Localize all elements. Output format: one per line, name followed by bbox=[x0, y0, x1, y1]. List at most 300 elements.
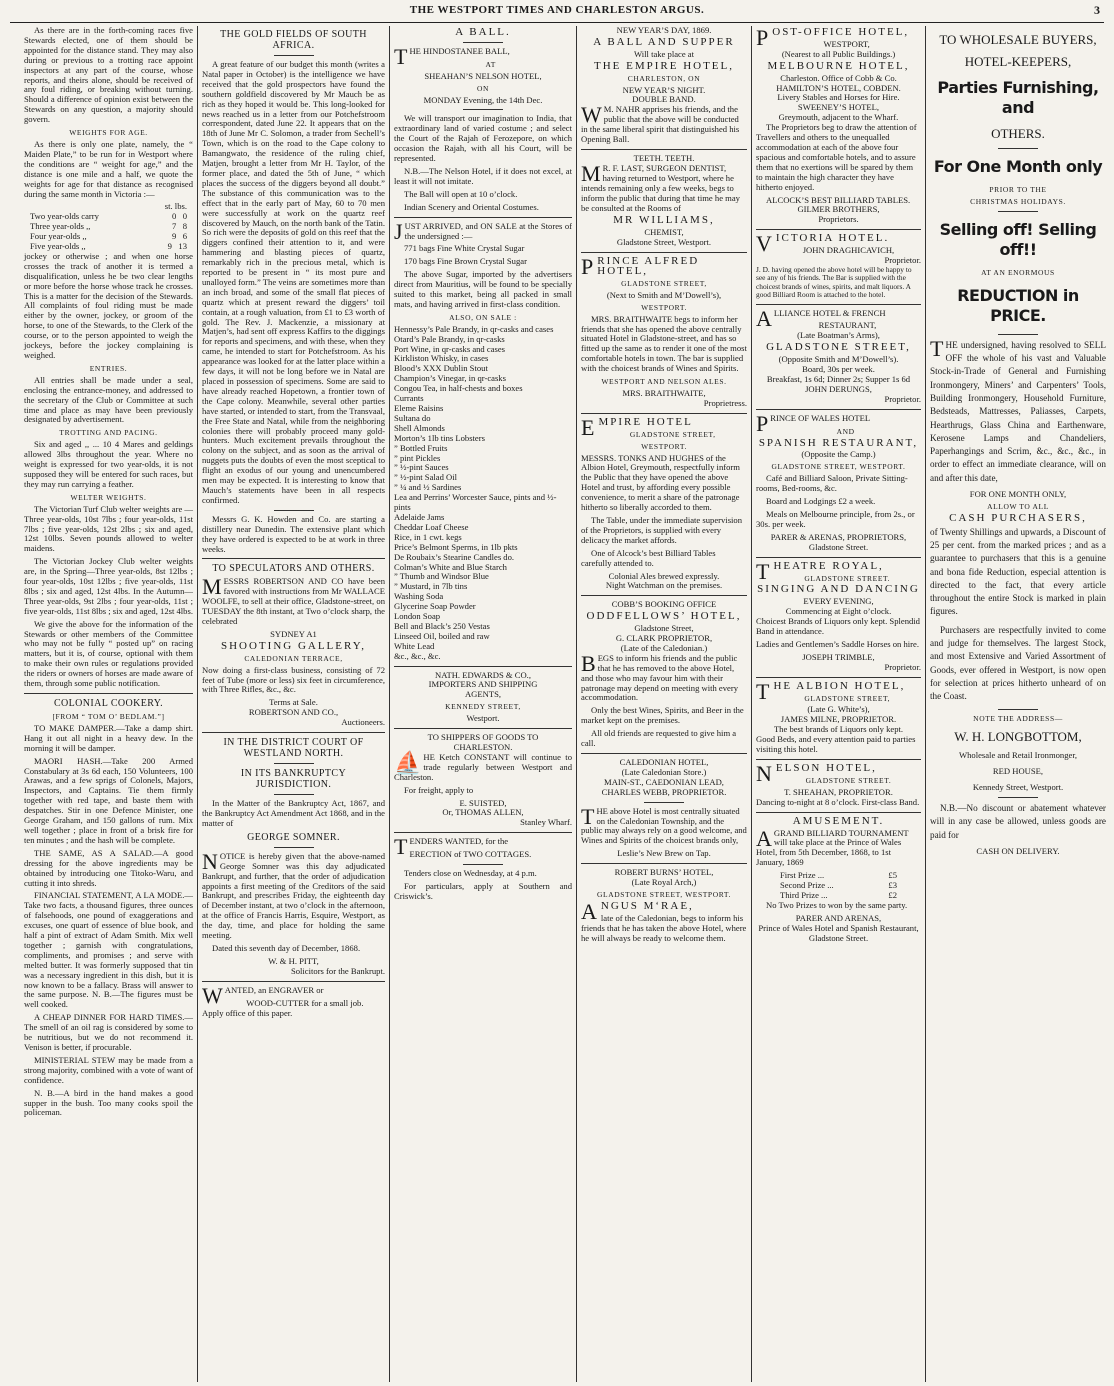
table-head-label: st. lbs. bbox=[164, 201, 187, 212]
welter-heading: WELTER WEIGHTS. bbox=[70, 492, 147, 502]
undersigned-text: HE undersigned, having resolved to SELL OFF the whole of his vast and Valuable Stock-in-Trade of General and Furnishing Ironmongery, Miners’ and Carpenters’ Tools, Building Ironmongery, Household Furniture, Bedsteads, Mattresses, Paliasses, Carpets, Hearthrugs, Glass China and Earthenware, Kerosene Lamps and Chandeliers, Paperhangings and Scrim, &c., &c., &c., in order to effect an immediate clearance, will on and after this date, bbox=[930, 339, 1106, 483]
westport-label: Westport. bbox=[466, 713, 500, 724]
melbourne-heading: MELBOURNE HOTEL, bbox=[767, 59, 910, 72]
singing-label: SINGING AND DANCING bbox=[757, 583, 920, 596]
ball-supper-heading: A BALL AND SUPPER bbox=[593, 35, 735, 48]
edwards-label: NATH. EDWARDS & CO., bbox=[435, 669, 531, 680]
prize-label: Second Prize ... bbox=[780, 880, 834, 891]
dropcap: M bbox=[202, 574, 222, 600]
dropcap: T bbox=[930, 335, 944, 361]
dropcap: N bbox=[202, 848, 218, 874]
list-item: Hennessy’s Pale Brandy, in qr-casks and cases bbox=[394, 323, 554, 334]
on-label: ON bbox=[476, 83, 490, 93]
cookery-source: [FROM “ TOM O’ BEDLAM.”] bbox=[52, 712, 165, 721]
mrs-label: MRS. BRAITHWAITE, bbox=[622, 388, 706, 398]
dropcap: P bbox=[756, 26, 771, 50]
shooting-label: SHOOTING GALLERY, bbox=[220, 639, 367, 652]
christmas-label: CHRISTMAS HOLIDAYS. bbox=[970, 196, 1066, 206]
column-2 bbox=[198, 26, 390, 1382]
billiard-paragraph bbox=[756, 825, 921, 869]
list-item: ” Bottled Fruits bbox=[394, 442, 448, 453]
caledonian-terrace: CALEDONIAN TERRACE, bbox=[244, 653, 343, 663]
westport-label: WESTPORT, bbox=[823, 38, 870, 49]
divider bbox=[581, 753, 747, 754]
divider bbox=[581, 252, 747, 253]
charleston-cobb-label: Charleston. Office of Cobb & Co. bbox=[780, 72, 897, 83]
list-item: London Soap bbox=[394, 611, 441, 622]
next-label: (Next to Smith and M’Dowell’s), bbox=[606, 289, 722, 300]
page-number: 3 bbox=[1094, 3, 1100, 17]
column-5 bbox=[752, 26, 926, 1382]
columns bbox=[20, 26, 1110, 1382]
terms-label: Terms at Sale. bbox=[269, 697, 318, 708]
webb-label: CHARLES WEBB, PROPRIETOR. bbox=[601, 786, 727, 797]
dropcap: E bbox=[581, 414, 597, 440]
wanted-text: ANTED, an ENGRAVER or bbox=[224, 984, 324, 995]
divider bbox=[998, 334, 1038, 335]
ball-heading: A BALL. bbox=[455, 26, 511, 38]
dropcap: A bbox=[581, 898, 599, 924]
opposite-label: (Opposite Smith and M’Dowell’s). bbox=[778, 354, 899, 365]
weights-value: 9 6 bbox=[171, 231, 187, 242]
erection-paragraph: ERECTION of TWO COTTAGES. bbox=[409, 849, 532, 860]
dropcap: B bbox=[581, 650, 596, 676]
agents-label: AGENTS, bbox=[464, 689, 502, 700]
list-item: Shell Almonds bbox=[394, 422, 445, 433]
restaurant-label: RESTAURANT, bbox=[818, 320, 877, 331]
divider bbox=[394, 832, 572, 833]
list-item: Colman’s White and Blue Starch bbox=[394, 561, 507, 572]
prize-value: £5 bbox=[888, 870, 897, 881]
list-item: ” ½-pint Sauces bbox=[394, 462, 449, 473]
notice-paragraph bbox=[202, 848, 385, 941]
dropcap: T bbox=[756, 678, 772, 704]
dancing-paragraph: Dancing to-night at 8 o’clock. First-class Band. bbox=[756, 796, 920, 807]
alcock-paragraph: One of Alcock’s best Billiard Tables carefully attended to. bbox=[581, 547, 716, 568]
list-item: Sultana do bbox=[394, 412, 431, 423]
notice-text: OTICE is hereby given that the above-named George Somner was this day adjudicated Bankrupt, and further, that the order of adjudication appoints a first meeting of the Creditors of the said Bankrupt, and prescribes Friday, the eighteenth day of December instant, at two o’clock in the afternoon, at the office of Francis Harris, Esquire, Westport, as the day, time, and place for holding the same meeting. bbox=[202, 850, 385, 941]
importers-label: IMPORTERS AND SHIPPING bbox=[428, 679, 538, 690]
list-item: ” pint Pickles bbox=[394, 452, 441, 463]
evening-label: EVERY EVENING, bbox=[803, 596, 874, 607]
dragh-label: JOHN DRAGHICAVICH, bbox=[802, 245, 895, 256]
list-item: Cheddar Loaf Cheese bbox=[394, 521, 469, 532]
arrived-paragraph bbox=[394, 218, 572, 244]
column-6 bbox=[926, 26, 1110, 1382]
parer-label: PARER & ARENAS, PROPRIETORS, bbox=[770, 531, 907, 542]
divider bbox=[998, 211, 1038, 212]
only-paragraph: Only the best Wines, Spirits, and Beer in the market kept on the premises. bbox=[581, 705, 744, 726]
matter-paragraph: In the Matter of the Bankruptcy Act, 1867, and the Bankruptcy Act Amendment Act 1868, and in the matter of bbox=[202, 798, 385, 828]
and-label: AND bbox=[836, 426, 855, 436]
westport-label: WESTPORT. bbox=[641, 441, 687, 451]
greymouth-label: Greymouth, adjacent to the Wharf. bbox=[778, 112, 899, 123]
sheahan-label: T. SHEAHAN, PROPRIETOR. bbox=[784, 786, 893, 797]
divider bbox=[202, 732, 385, 733]
late-store-label: (Late Caledonian Store.) bbox=[621, 766, 707, 777]
gilmer-label: GILMER BROTHERS, bbox=[797, 204, 880, 215]
trimble-label: JOSEPH TRIMBLE, bbox=[802, 651, 875, 662]
divider bbox=[581, 595, 747, 596]
stew-paragraph: MINISTERIAL STEW may be made from a strong majority, combined with a vote of want of confidence. bbox=[24, 1054, 193, 1085]
gsw-label: GLADSTONE STREET, WESTPORT. bbox=[597, 889, 731, 899]
dropcap: T bbox=[581, 803, 595, 829]
bird-paragraph: N. B.—A bird in the hand makes a good supper in the bush. Too many cooks spoil the policeman. bbox=[24, 1087, 193, 1118]
list-item: Congou Tea, in half-chests and boxes bbox=[394, 383, 523, 394]
also-heading: ALSO, ON SALE : bbox=[449, 312, 517, 322]
court-heading: IN THE DISTRICT COURT OF WESTLAND NORTH. bbox=[223, 737, 364, 760]
gladstone-st4-label: GLADSTONE STREET. bbox=[805, 775, 892, 785]
cheap-paragraph: A CHEAP DINNER FOR HARD TIMES.—The smell of an oil rag is considered by some to be nutritious, but we do not recommend it. Venison is better, if procurable. bbox=[24, 1012, 193, 1052]
divider bbox=[463, 864, 503, 865]
list-item: ” ½-pint Salad Oil bbox=[394, 472, 458, 483]
list-item: Washing Soda bbox=[394, 591, 444, 602]
gallery-paragraph: Now doing a first-class business, consisting of 72 feet of Tube (more or less) six feet in circumference, with Three Rifles, &c., &c. bbox=[202, 664, 385, 695]
suisted-label: E. SUISTED, bbox=[459, 797, 507, 808]
gladstone-st-label: Gladstone Street. bbox=[808, 541, 869, 552]
dropcap: P bbox=[581, 254, 596, 280]
nahr-paragraph bbox=[581, 102, 747, 145]
the-above-text: HE above Hotel is most centrally situated on the Caledonian Township, and the public may always rely on a good welcome, and Wines and Spirits of the choicest brands only, bbox=[581, 805, 747, 846]
reduction-heading: REDUCTION in PRICE. bbox=[957, 285, 1079, 325]
woodcutter-label: WOOD-CUTTER for a small job. bbox=[246, 997, 364, 1008]
intro-paragraph: As there are in the forth-coming races five Stewards elected, one of them should be appointed for the distance stand. They may also during or previous to a trotting race appoint inspectors at any part of the course, whose reports, and theirs alone, should be received of any foul riding, or breaking without turning. Should a difference of opinion exist between the Stewards on any question, a majority should govern. bbox=[24, 26, 193, 125]
theatre-text: HEATRE ROYAL, bbox=[773, 559, 884, 572]
list-item: Kirkliston Whisky, in cases bbox=[394, 353, 489, 364]
board-label: Board, 30s per week. bbox=[802, 364, 875, 375]
divider bbox=[274, 55, 314, 56]
damper-paragraph: TO MAKE DAMPER.—Take a damp shirt. Hang it out all night in a heavy dew. In the morning it will be damper. bbox=[24, 722, 193, 753]
begs-text: EGS to inform his friends and the public that he has removed to the above Hotel, and those who may favour him with their patronage may depend on meeting with every accommodation. bbox=[581, 652, 739, 703]
charleston-on-label: CHARLESTON, ON bbox=[627, 73, 701, 83]
dragh-paragraph: J. D. having opened the above hotel will be happy to see any of his friends. The Bar is supplied with the choicest brands of wines, spirits, and malt liquors. A good Billiard Room is attached to the hotel. bbox=[756, 264, 912, 300]
tenders-text: ENDERS WANTED, for the bbox=[409, 836, 509, 847]
list-item: Eleme Raisins bbox=[394, 403, 444, 413]
sweeney-heading: SWEENEY’S HOTEL, bbox=[797, 102, 880, 113]
divider bbox=[998, 797, 1038, 798]
amusement-heading: AMUSEMENT. bbox=[792, 814, 885, 827]
spanish-label: SPANISH RESTAURANT, bbox=[758, 436, 919, 449]
divider bbox=[274, 510, 314, 511]
gladstone-street-label: GLADSTONE STREET, bbox=[766, 341, 911, 354]
prince-alfred-text: RINCE ALFRED HOTEL, bbox=[597, 255, 700, 278]
dropcap: W bbox=[581, 102, 602, 128]
teeth-heading: TEETH. TEETH. bbox=[633, 152, 695, 163]
dropcap: T bbox=[756, 558, 772, 584]
gladstone-st-label: Gladstone Street, bbox=[634, 623, 694, 634]
dropcap: J bbox=[394, 218, 403, 244]
close-paragraph: Tenders close on Wednesday, at 4 p.m. bbox=[404, 868, 537, 879]
jockey-paragraph: jockey or otherwise ; and when one horse crosses the track of another it is termed a disqualification, unless he be two clear lengths or more before the horse whose track he crosses. This is a matter for the decision of the Stewards. All complaints of foul riding must be made either by the owner, jockey, or groom of the horse, to one of the Stewards, to the Clerk of the course, or to the person appointed to weigh the jockeys, before the jockey complaining is weighed. bbox=[24, 250, 193, 360]
hamilton-heading: HAMILTON’S HOTEL, COBDEN. bbox=[776, 82, 901, 93]
list-item: Bell and Black’s 250 Vestas bbox=[394, 620, 490, 631]
weights-value: 0 0 bbox=[171, 211, 187, 222]
divider bbox=[756, 229, 921, 230]
column-1 bbox=[20, 26, 198, 1382]
prize-label: Third Prize ... bbox=[780, 889, 828, 900]
nearest-label: (Nearest to all Public Buildings.) bbox=[781, 48, 896, 59]
westport-label: WESTPORT. bbox=[641, 302, 687, 312]
angus-text: NGUS M‘RAE, bbox=[600, 899, 694, 912]
others-heading: OTHERS. bbox=[991, 126, 1045, 141]
nelson-text: ELSON HOTEL, bbox=[775, 762, 877, 774]
milne-label: JAMES MILNE, PROPRIETOR. bbox=[780, 714, 897, 725]
prize-table bbox=[756, 871, 921, 901]
weights-label: Five year-olds ,, bbox=[30, 241, 86, 252]
at-label: AT bbox=[485, 59, 496, 69]
keepers-heading: HOTEL-KEEPERS, bbox=[964, 54, 1072, 69]
white-label: (Late G. White’s), bbox=[807, 704, 870, 715]
pitt-label: W. & H. PITT, bbox=[268, 955, 319, 966]
post-office-text: OST-OFFICE HOTEL, bbox=[772, 26, 910, 38]
cookery-heading: COLONIAL COOKERY. bbox=[53, 698, 164, 709]
weights-paragraph: As there is only one plate, namely, the “ Maiden Plate,” to be run for in Westport where the conditions are “ weight for age,” and the distance is one mile and a half, we quote the weights for age for that distance as recognised during the same month in Victoria :— bbox=[24, 138, 193, 199]
list-item: Morton’s 1lb tins Lobsters bbox=[394, 432, 485, 443]
masthead-title: THE WESTPORT TIMES AND CHARLESTON ARGUS. bbox=[409, 4, 705, 16]
list-item: Price’s Belmont Sperms, in 1lb pkts bbox=[394, 541, 518, 552]
divider bbox=[394, 666, 572, 667]
list-item: Lea and Perrins’ Worcester Sauce, pints and ½-pints bbox=[394, 492, 557, 513]
weights-label: Four year-olds ,, bbox=[30, 231, 87, 242]
divider bbox=[756, 759, 921, 760]
sheahan-label: SHEAHAN’S NELSON HOTEL, bbox=[424, 70, 542, 81]
prince-alfred-heading bbox=[581, 254, 747, 280]
divider bbox=[394, 728, 572, 729]
leslie-label: Leslie’s New Brew on Tap. bbox=[617, 848, 711, 859]
longbottom-heading: W. H. LONGBOTTOM, bbox=[954, 729, 1082, 745]
sale-list bbox=[394, 325, 572, 662]
divider bbox=[274, 763, 314, 764]
column-3 bbox=[390, 26, 577, 1382]
maori-paragraph: MAORI HASH.—Take 200 Armed Constabulary at 3s 6d each, 150 Volunteers, 100 Arawas, and a few sprigs of Colonels, Majors, Inspectors, and Captains. Tie them firmly together with red tape, and baste them with despatches. Stir in one Defence Minister, one George Graham, and 150 gallons of rum. Mix well together ; place in front of a brisk fire for ten minutes ; and the hash will be complete. bbox=[24, 755, 193, 845]
sugar-paragraph: The above Sugar, imported by the advertisers direct from Mauritius, will be found to be specially suited to this market, being all packed in small mats, and having arrived in first-class condition. bbox=[394, 269, 572, 309]
the-above-paragraph bbox=[581, 803, 747, 847]
divider bbox=[463, 109, 503, 110]
begs-paragraph bbox=[581, 650, 747, 704]
financial-paragraph: FINANCIAL STATEMENT, A LA MODE.—Take two facts, a thousand figures, three ounces of falsehoods, one pound of exaggerations and excuses, one quart of essence of blue book, and half a pint of extract of Adam Smith. Mix well together ; garnish with congratulations, compliments, and promises ; and serve with melted butter. It was formerly supposed that tin was a necessary ingredient in this dish, but it is now known to be a fallacy. Brass will answer to the same purpose. N. B.—The figures must be well cooked. bbox=[24, 890, 193, 1010]
list-item: Port Wine, in qr-casks and cases bbox=[394, 343, 506, 354]
no-two-paragraph: No Two Prizes to won by the same party. bbox=[766, 899, 908, 910]
list-item: Glycerine Soap Powder bbox=[394, 601, 476, 612]
last-text: R. F. LAST, SURGEON DENTIST, having returned to Westport, where he intends remaining only a few weeks, begs to inform the public that during that time he may be consulted at the Rooms of bbox=[581, 162, 740, 213]
weights-table bbox=[24, 212, 193, 252]
meals-paragraph: Meals on Melbourne principle, from 2s., or 30s. per week. bbox=[756, 508, 915, 529]
gladstone-street-label: GLADSTONE STREET, bbox=[621, 278, 707, 288]
divider bbox=[274, 794, 314, 795]
gladstone-st5-label: Gladstone Street. bbox=[808, 932, 869, 943]
proprietor3-label: Proprietor. bbox=[884, 661, 921, 672]
divider bbox=[202, 981, 385, 982]
divider bbox=[202, 558, 385, 559]
nb-paragraph: N.B.—The Nelson Hotel, if it does not excel, at least it will not imitate. bbox=[394, 165, 572, 186]
best-label: The best brands of Liquors only kept. bbox=[773, 724, 904, 735]
invited-paragraph: Purchasers are respectfully invited to come and judge for themselves. The largest Stock, and most Extensive and Varied Assortment of Goods, ever offered in Westport, is now open for selection at prices hitherto unheard of on the Coast. bbox=[930, 624, 1106, 702]
ales-label: WESTPORT AND NELSON ALES. bbox=[601, 377, 727, 387]
last-paragraph bbox=[581, 160, 747, 214]
empire-label: THE EMPIRE HOTEL, bbox=[593, 59, 734, 72]
freight-paragraph: For freight, apply to bbox=[404, 784, 474, 795]
trotting-heading: TROTTING AND PACING. bbox=[59, 428, 158, 438]
particulars-paragraph: For particulars, apply at Southern and Criswick’s. bbox=[394, 880, 572, 901]
albion-text: HE ALBION HOTEL, bbox=[773, 679, 906, 692]
speculators-paragraph bbox=[202, 574, 385, 627]
billiard-text: GRAND BILLIARD TOURNAMENT will take place at the Prince of Wales Hotel, from 5th December, 1868, to 1st January, 1869 bbox=[756, 827, 909, 868]
wholesale-heading: TO WHOLESALE BUYERS, bbox=[939, 32, 1097, 47]
prize-value: £2 bbox=[888, 889, 897, 900]
beds-paragraph: Good Beds, and every attention paid to parties visiting this hotel. bbox=[756, 734, 916, 755]
empire-hotel-text: MPIRE HOTEL bbox=[598, 415, 693, 428]
weights-value: 7 8 bbox=[171, 221, 187, 232]
choicest-paragraph: Choicest Brands of Liquors only kept. Splendid Band in attendance. bbox=[756, 616, 920, 637]
dropcap: N bbox=[756, 761, 774, 786]
dropcap: M bbox=[581, 160, 601, 186]
double-band-label: DOUBLE BAND. bbox=[632, 94, 696, 105]
one-month-label: FOR ONE MONTH ONLY, bbox=[969, 488, 1067, 499]
list-item: ” Thumb and Windsor Blue bbox=[394, 571, 489, 582]
newyear-heading: NEW YEAR’S DAY, 1869. bbox=[616, 26, 712, 35]
ketch-text: HE Ketch CONSTANT will continue to trade regularly between Westport and Charleston. bbox=[394, 751, 572, 782]
divider bbox=[756, 677, 921, 678]
cobb-heading: COBB’S BOOKING OFFICE bbox=[611, 599, 717, 610]
alcock-label: ALCOCK’S BEST BILLIARD TABLES. bbox=[766, 194, 911, 205]
proprietor-label: Proprietor. bbox=[884, 255, 921, 266]
list-item: Otard’s Pale Brandy, in qr-casks bbox=[394, 333, 505, 344]
trotting-paragraph: Six and aged ,, ... 10 4 Mares and geldings allowed 3lbs throughout the year. Where no weight is expressed for two year-olds, it is not supposed they will be entered for such races, but they may run carrying a feather. bbox=[24, 439, 193, 489]
ladies-paragraph: Ladies and Gentlemen’s Saddle Horses on hire. bbox=[756, 638, 919, 649]
solicitors-label: Solicitors for the Bankrupt. bbox=[290, 965, 385, 976]
prior-label: PRIOR TO THE bbox=[989, 185, 1047, 194]
williams-label: MR WILLIAMS, bbox=[613, 214, 715, 227]
shippers-heading: TO SHIPPERS OF GOODS TO bbox=[427, 732, 539, 743]
boatman-label: (Late Boatman’s Arms), bbox=[797, 330, 880, 341]
robertson-label: ROBERTSON AND CO., bbox=[248, 707, 339, 718]
sydney-label: SYDNEY A1 bbox=[270, 628, 317, 639]
angus-heading bbox=[581, 898, 747, 924]
month-heading: For One Month only bbox=[933, 157, 1103, 176]
divider bbox=[756, 812, 921, 813]
chemist-label: CHEMIST, bbox=[644, 227, 684, 238]
alliance-text: LLIANCE HOTEL & FRENCH bbox=[773, 307, 886, 318]
ales2-label: Colonial Ales brewed expressly. bbox=[608, 570, 720, 581]
divider bbox=[581, 863, 747, 864]
transport-paragraph: We will transport our imagination to India, that extraordinary land of varied costume ; and select the Court of the Rajah of Ferozepore, on which occasion the Rajah, with all his Court, will be represented. bbox=[394, 113, 572, 164]
proprietors-label: Proprietors. bbox=[818, 214, 859, 225]
table-paragraph: The Table, under the immediate supervision of the Proprietors, is supplied with every delicacy the market affords. bbox=[581, 514, 743, 545]
divider bbox=[581, 413, 747, 414]
gladstone-street-label: GLADSTONE STREET, bbox=[629, 429, 716, 439]
scenery-paragraph: Indian Scenery and Oriental Costumes. bbox=[404, 201, 539, 212]
will-take-label: Will take place at bbox=[633, 48, 695, 59]
ship-icon: ⛵ bbox=[394, 749, 422, 775]
salad-paragraph: THE SAME, AS A SALAD.—A good dressing for the above ingredients may be obtained by introducing one Titoko-Waru, and cutting it into shreds. bbox=[24, 847, 193, 888]
twenty-paragraph: of Twenty Shillings and upwards, a Discount of 25 per cent. from the marked prices ; and as a guarantee to purchasers that this is a genuine and bona fide Reduction, especial attention is directed to the fact, that every article throughout the entire Stock is marked in plain figures. bbox=[930, 526, 1106, 617]
nyn-label: NEW YEAR’S NIGHT. bbox=[622, 84, 706, 95]
undersigned-paragraph bbox=[930, 335, 1106, 485]
proprietors-paragraph: The Proprietors beg to draw the attention of Travellers and others to the unequalled accommodation at each of the above four spacious and comfortable hotels, and to assure them that no exertions will be spared by them to maintain the high character they have hitherto enjoyed. bbox=[756, 122, 917, 192]
late-cal-label: (Late of the Caledonian.) bbox=[620, 642, 708, 653]
watchman-label: Night Watchman on the premises. bbox=[605, 580, 723, 591]
jockey-club-paragraph: The Victorian Jockey Club welter weights are, in the Spring—Three year-olds, 8st 12lbs ; four year-olds, 10st 12lbs ; five year-olds, 11st 8lbs ; six and aged, 12st 4lbs. In the Autumn—Three year-olds, 9st 2lbs ; four year-olds, 11st ; five year-olds, 11st 8lbs ; six and aged, 12st 4lbs. bbox=[24, 556, 193, 616]
wholesale-iron-label: Wholesale and Retail Ironmonger, bbox=[958, 750, 1078, 761]
old-paragraph: All old friends are requested to give him a call. bbox=[581, 728, 737, 749]
dropcap: T bbox=[394, 834, 408, 860]
prize-label: First Prize ... bbox=[780, 870, 825, 881]
list-item: De Roubaix’s Stearine Candles do. bbox=[394, 551, 515, 562]
proprietor2-label: Proprietor. bbox=[884, 393, 921, 404]
sugar-2: 170 bags Fine Brown Crystal Sugar bbox=[404, 256, 527, 267]
column-4 bbox=[577, 26, 752, 1382]
livery-label: Livery Stables and Horses for Hire. bbox=[777, 92, 900, 103]
arrived-text: UST ARRIVED, and ON SALE at the Stores of the undersigned :— bbox=[404, 220, 572, 241]
divider bbox=[394, 217, 572, 218]
kennedy-label: KENNEDY STREET, bbox=[445, 702, 521, 712]
main-label: MAIN-ST., CAEDONIAN LEAD, bbox=[604, 776, 724, 787]
ketch-paragraph bbox=[394, 749, 572, 783]
prince-spanish-label: Prince of Wales Hotel and Spanish Restaurant, bbox=[758, 922, 919, 933]
note-label: NOTE THE ADDRESS— bbox=[973, 713, 1063, 723]
victoria-text: ICTORIA HOTEL. bbox=[775, 232, 890, 245]
divider bbox=[998, 148, 1038, 149]
braithwaite-paragraph: MRS. BRAITHWAITE begs to inform her friends that she has opened the above centrally situated Hotel in Gladstone-street, and has so fitted up the same as to render it one of the most comfortable hotels in town. The bar is supplied with the choicest brands of Wines and Spirits. bbox=[581, 313, 747, 374]
divider bbox=[756, 557, 921, 558]
proprietress-label: Proprietress. bbox=[703, 397, 747, 408]
gladstone-label: Gladstone Street, Westport. bbox=[616, 237, 712, 248]
gladstone-st3-label: GLADSTONE STREET, bbox=[804, 693, 891, 703]
prize-value: £3 bbox=[888, 880, 897, 891]
divider bbox=[756, 409, 921, 410]
welter-paragraph: The Victorian Turf Club welter weights are — Three year-olds, 10st 7lbs ; four year-olds, 11st 7lbs ; five year-olds, 12st 2lbs ; six and aged, 12st 10lbs. Seven pounds allowed to welter maidens. bbox=[24, 503, 193, 554]
royal-arch-label: (Late Royal Arch,) bbox=[631, 877, 697, 888]
divider bbox=[274, 847, 314, 848]
parties-heading: Parties Furnishing, and bbox=[937, 78, 1099, 117]
selling-heading: Selling off! Selling off!! bbox=[939, 219, 1097, 259]
camp-label: (Opposite the Camp.) bbox=[801, 449, 876, 460]
red-house-label: RED HOUSE, bbox=[992, 766, 1044, 777]
auctioneers-label: Auctioneers. bbox=[341, 717, 385, 728]
open-paragraph: The Ball will open at 10 o’clock. bbox=[404, 188, 518, 199]
weights-heading: WEIGHTS FOR AGE. bbox=[69, 128, 148, 138]
gold-paragraph: A great feature of our budget this month (writes a Natal paper in October) is the intelligence we have received that the gold prospectors have found the southern goldfield discovered by Mr Mauch be as rich as they hoped it would be. This long-looked for news reached us in a letter from our Potchefstroom correspondent, dated June 22. It appears that on the 18th of June Mr C. Solomon, a trader from Sechell’s Town, which is on the road to the Cape colony to Bamangwato, the residence of the ruling chief, Matjen, brought a letter from Mr H. Taylor, of the former place, and dated the 5th of June, “ which places the success of the diggers beyond all doubt.” The substance of this communication was to the effect that in the early part of May, 60 to 70 men were successfully at work on the quartz reef discovered by Mauch, on the north bank of the Tatin. So rich were the deposits of gold on this reef that the diggers confined their attention to it, and were hammering and blasting pieces of quartz, remarkably rich in the precious metal, which is reported to be present in “ its most pure and unalloyed form.” The veins are sometimes more than an inch broad, and some of the small flat pieces of quartz which at present reward the diggers’ toil contain, at a rough valuation, from £1 to £3 worth of gold. The Rev. J. Mackenzie, a missionary at Matjen’s, had sent off express Kaffirs to the diggings for reports and specimens, and with these, when they came, he intended to start for Potchefstroom. As his appearance was looked for at the latter place within a few days, it will not be long before we in Natal are placed in possession of specimens. Some are said to have already reached Hopetown, a frontier town of the Cape colony. Meanwhile, several other parties have started, or intended to start, from the Transvaal, the Free State and Natal, while from the neighboring colonies there will probably proceed many gold-hunters. Much excitement prevails throughout the colony on the subject, and as soon as the arrival of nuggets puts the doubts of even the most sceptical to flight an exodus of our young and unencumbered men may be expected. It is interesting to know that Mauch’s statements have been in all respects confirmed. bbox=[202, 59, 386, 505]
dropcap: P bbox=[756, 410, 769, 436]
derungs-label: JOHN DERUNGS, bbox=[805, 383, 872, 394]
angus-paragraph: late of the Caledonian, begs to inform his friends that he has taken the above Hotel, where he will always be ready to welcome them. bbox=[581, 912, 747, 943]
nahr-text: M. NAHR apprises his friends, and the public that the above will be conducted in the same liberal spirit that distinguished his Opening Ball. bbox=[581, 104, 740, 145]
list-item: Champion’s Vinegar, in qr-casks bbox=[394, 373, 506, 384]
somner-label: GEORGE SOMNER. bbox=[247, 831, 340, 843]
clark-label: G. CLARK PROPRIETOR, bbox=[615, 633, 713, 644]
dropcap: A bbox=[756, 825, 772, 851]
dropcap: A bbox=[756, 305, 772, 331]
list-item: White Lead bbox=[394, 640, 435, 651]
divider bbox=[756, 304, 921, 305]
parer2-label: PARER AND ARENAS, bbox=[795, 912, 882, 923]
caledonian-heading: CALEDONIAN HOTEL, bbox=[619, 757, 709, 767]
list-item: ” Mustard, in 7lb tins bbox=[394, 581, 468, 592]
dropcap: W bbox=[202, 982, 223, 1008]
masthead bbox=[10, 0, 1104, 23]
list-item: Rice, in 1 cwt. kegs bbox=[394, 531, 462, 542]
list-item: ” ¼ and ½ Sardines bbox=[394, 482, 462, 493]
gold-heading: THE GOLD FIELDS OF SOUTH AFRICA. bbox=[220, 29, 367, 51]
stanley-label: Stanley Wharf. bbox=[520, 817, 572, 828]
list-item: Currants bbox=[394, 393, 424, 404]
weights-label: Three year-olds ,, bbox=[30, 221, 91, 232]
apply-paragraph: Apply office of this paper. bbox=[202, 1007, 293, 1018]
entries-paragraph: All entries shall be made under a seal, enclosing the entrance-money, and addressed to the secretary of the Club or Committee at such time and place as may have been previously designated by advertisement. bbox=[24, 374, 193, 425]
divider bbox=[24, 693, 193, 694]
cafe-paragraph: Café and Billiard Saloon, Private Sitting-rooms, Bed-rooms, &c. bbox=[756, 473, 908, 494]
nb-paragraph: N.B.—No discount or abatement whatever will in any case be allowed, unless goods are paid for bbox=[930, 803, 1106, 840]
